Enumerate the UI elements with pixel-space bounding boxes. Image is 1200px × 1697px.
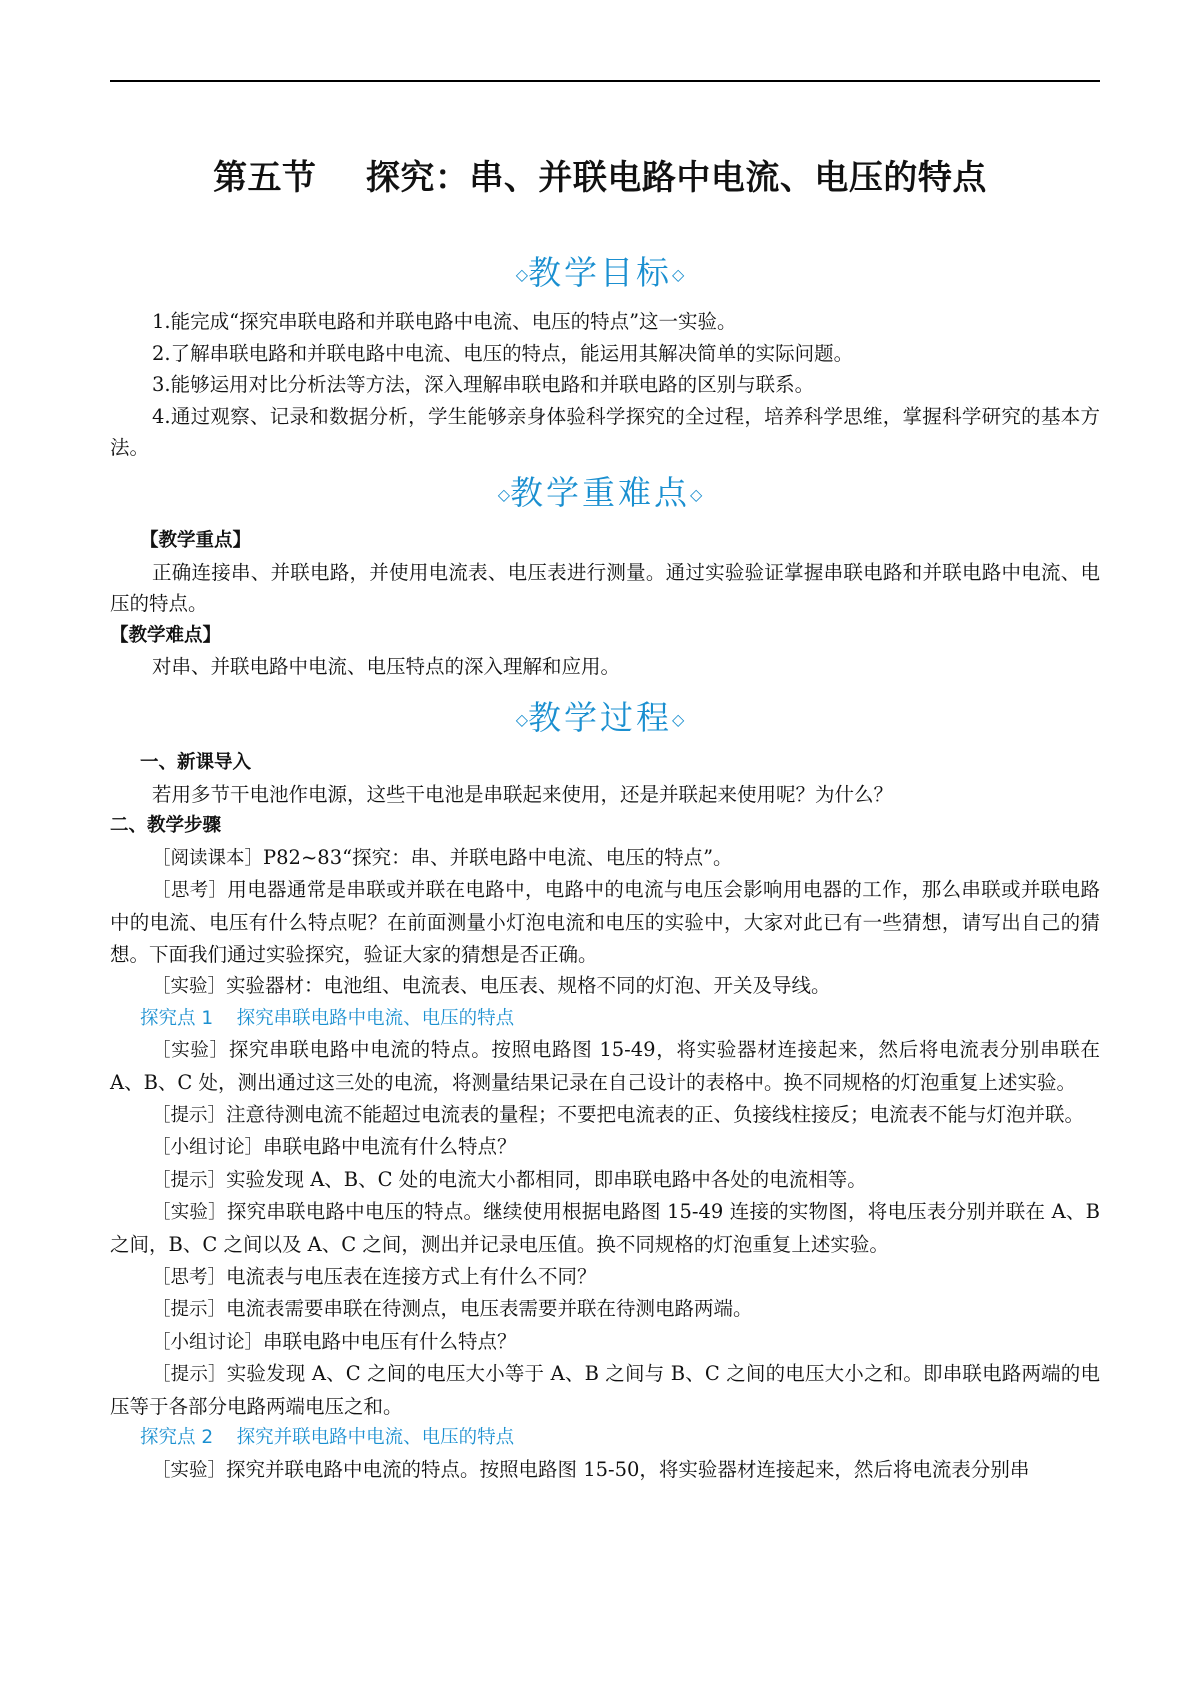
bracket-tag: ［提示］ [152,1104,227,1126]
section-heading-goals: ◇教学目标◇ [515,253,685,292]
goals-list [110,306,1100,464]
bracket-tag: ［实验］ [152,1460,227,1482]
goal-item: 3.能够运用对比分析法等方法，深入理解串联电路和并联电路的区别与联系。 [152,373,815,397]
paragraph: ［提示］电流表需要串联在待测点，电压表需要并联在待测电路两端。 [152,1297,753,1321]
key-text: 正确连接串、并联电路，并使用电流表、电压表进行测量。通过实验验证掌握串联电路和并联电路中电流、电压的特点。 [110,560,1100,616]
goal-item: 4.通过观察、记录和数据分析，学生能够亲身体验科学探究的全过程，培养科学思维，掌握科学研究的基本方法。 [110,404,1100,460]
paragraph: ［小组讨论］串联电路中电流有什么特点？ [152,1135,517,1159]
inquiry-point-2: 探究点 2 探究并联电路中电流、电压的特点 [140,1427,515,1449]
paragraph: ［实验］探究串联电路中电压的特点。继续使用根据电路图 15-49 连接的实物图，将电压表分别并联在 A、B 之间，B、C 之间以及 A、C 之间，测出并记录电压值。换不同规格的灯泡重复上述实验。 [110,1200,1100,1256]
diamond-icon: ◇ [515,710,528,729]
header-rule [110,80,1100,82]
paragraph: ［思考］电流表与电压表在连接方式上有什么不同？ [152,1264,597,1288]
diamond-icon: ◇ [497,485,510,504]
bracket-tag: ［实验］ [152,976,227,998]
goal-item: 2.了解串联电路和并联电路中电流、电压的特点，能运用其解决简单的实际问题。 [152,341,854,365]
process-body [110,747,1100,1487]
diamond-icon: ◇ [690,485,703,504]
diamond-icon: ◇ [515,265,528,284]
section-heading-process: ◇教学过程◇ [515,698,685,737]
paragraph: ［提示］实验发现 A、C 之间的电压大小等于 A、B 之间与 B、C 之间的电压大小之和。即串联电路两端的电压等于各部分电路两端电压之和。 [110,1362,1100,1418]
paragraph: ［实验］探究串联电路中电流的特点。按照电路图 15-49，将实验器材连接起来，然后将电流表分别串联在 A、B、C 处，测出通过这三处的电流，将测量结果记录在自己设计的表格中。换不同规格的灯泡重复上述实验。 [110,1038,1100,1094]
paragraph: ［思考］用电器通常是串联或并联在电路中，电路中的电流与电压会影响用电器的工作，那么串联或并联电路中的电流、电压有什么特点呢？在前面测量小灯泡电流和电压的实验中，大家对此已有一些猜想，请写出自己的猜想。下面我们通过实验探究，验证大家的猜想是否正确。 [110,878,1100,966]
bracket-tag: ［提示］ [152,1299,227,1321]
goal-item: 1.能完成“探究串联电路和并联电路中电流、电压的特点”这一实验。 [152,310,737,333]
section-heading-key-points: ◇教学重难点◇ [497,473,703,512]
paragraph: ［实验］实验器材：电池组、电流表、电压表、规格不同的灯泡、开关及导线。 [152,974,831,998]
bracket-tag: ［思考］ [152,880,228,902]
difficulty-label: 【教学难点】 [110,624,222,646]
paragraph: ［提示］注意待测电流不能超过电流表的量程；不要把电流表的正、负接线柱接反；电流表不能与灯泡并联。 [152,1102,1085,1126]
page-title: 第五节 探究：串、并联电路中电流、电压的特点 [213,158,987,198]
diamond-icon: ◇ [672,710,685,729]
intro-heading: 一、新课导入 [140,752,252,773]
paragraph: ［小组讨论］串联电路中电压有什么特点？ [152,1329,517,1353]
bracket-tag: ［实验］ [152,1040,229,1062]
bracket-tag: ［提示］ [152,1364,227,1386]
steps-heading: 二、教学步骤 [110,815,222,837]
bracket-tag: ［阅读课本］ [152,847,264,869]
difficulty-text: 对串、并联电路中电流、电压特点的深入理解和应用。 [152,655,621,679]
bracket-tag: ［提示］ [152,1169,227,1191]
bracket-tag: ［实验］ [152,1202,227,1224]
paragraph: ［阅读课本］P82~83“探究：串、并联电路中电流、电压的特点”。 [152,845,733,869]
intro-text: 若用多节干电池作电源，这些干电池是串联起来使用，还是并联起来使用呢？为什么？ [152,782,894,806]
diamond-icon: ◇ [672,265,685,284]
bracket-tag: ［思考］ [152,1266,227,1288]
paragraph: ［实验］探究并联电路中电流的特点。按照电路图 15-50，将实验器材连接起来，然后将电流表分别串 [152,1458,1030,1482]
paragraph: ［提示］实验发现 A、B、C 处的电流大小都相同，即串联电路中各处的电流相等。 [152,1167,867,1191]
bracket-tag: ［小组讨论］ [152,1331,264,1353]
bracket-tag: ［小组讨论］ [152,1137,264,1159]
key-label: 【教学重点】 [140,530,252,551]
key-points [110,525,1100,683]
inquiry-point-1: 探究点 1 探究串联电路中电流、电压的特点 [140,1007,515,1029]
